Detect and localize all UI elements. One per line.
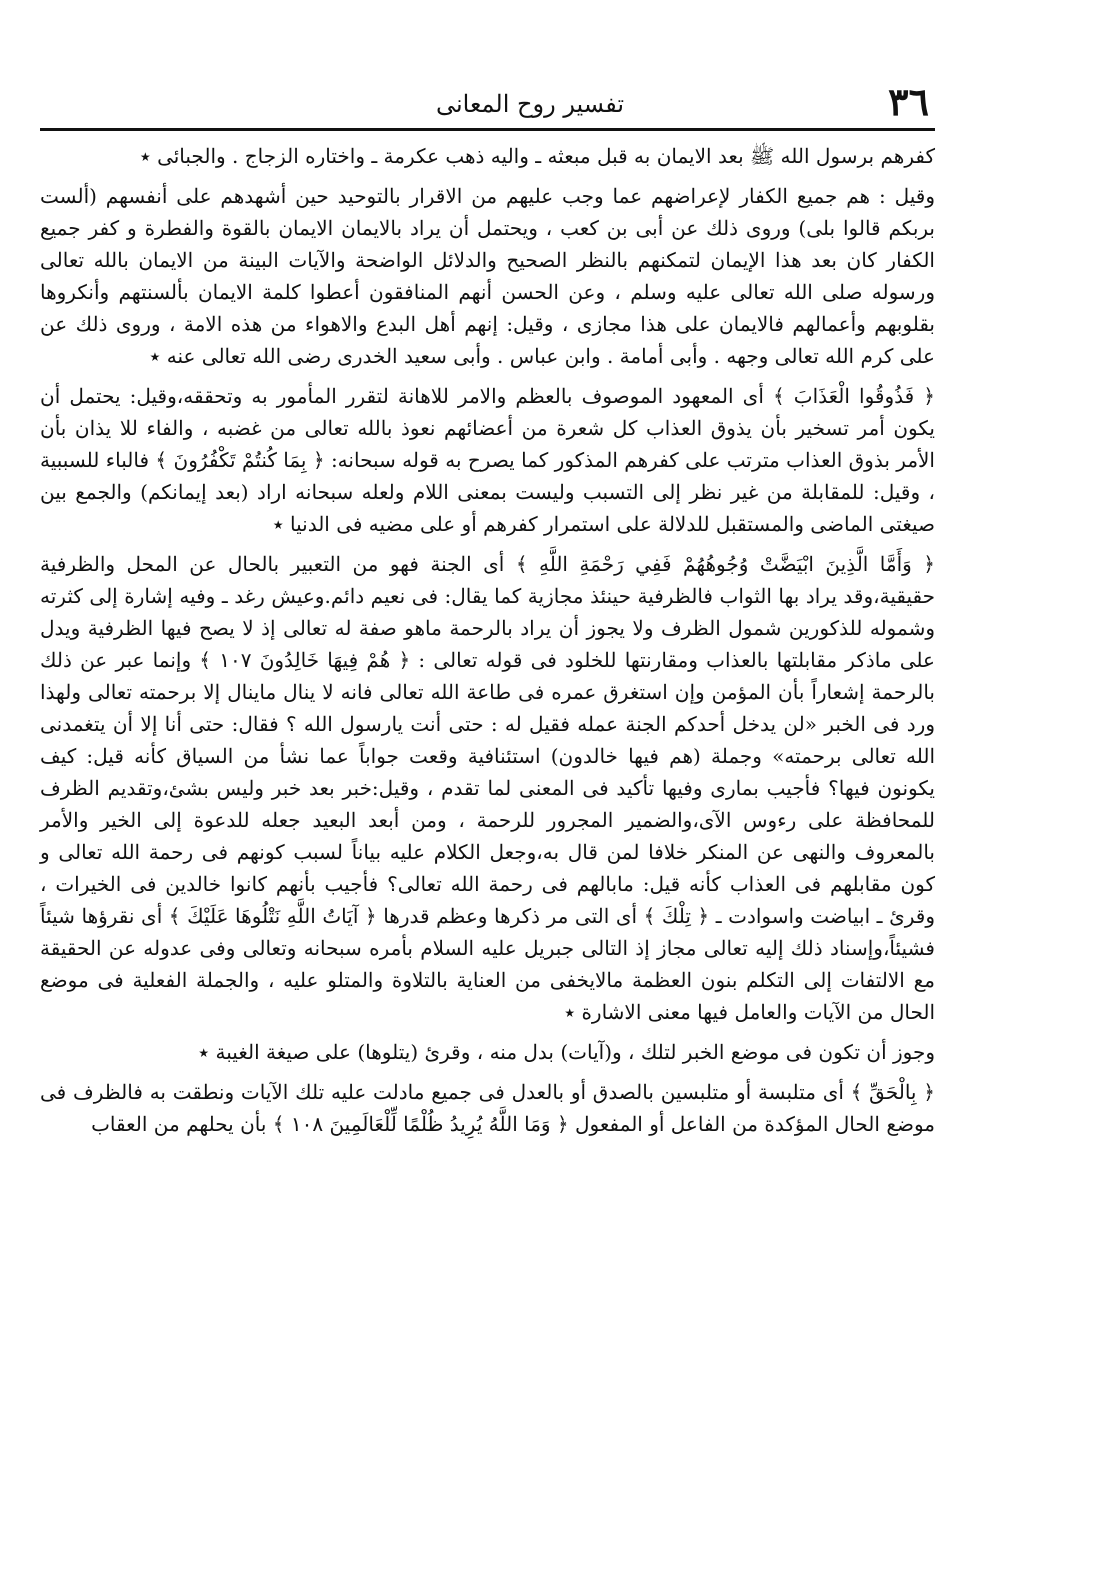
header-rule bbox=[40, 128, 935, 131]
body-text bbox=[40, 140, 935, 1148]
page-header bbox=[40, 80, 935, 128]
page-number: ٣٦ bbox=[888, 79, 929, 124]
paragraph: ﴿ بِالْحَقِّ ﴾ أى متلبسة أو متلبسين بالصدق أو بالعدل فى جميع مادلت عليه تلك الآيات ونطقت به فالظرف فى موضع الحال المؤكدة من الفاعل أو المفعول ﴿ وَمَا اللَّهُ يُرِيدُ ظُلْمًا لِّلْعَالَمِينَ ١٠٨ ﴾ بأن يحلهم من العقاب bbox=[40, 1080, 935, 1136]
paragraph: وجوز أن تكون فى موضع الخبر لتلك ، و(آيات) بدل منه ، وقرئ (يتلوها) على صيغة الغيبة ٭ bbox=[198, 1040, 935, 1064]
running-title: تفسير روح المعانى bbox=[435, 90, 625, 118]
paragraph: ﴿ فَذُوقُوا الْعَذَابَ ﴾ أى المعهود الموصوف بالعظم والامر للاهانة لتقرر المأمور به وتحققه،وقيل: يحتمل أن يكون أمر تسخير بأن يذوق العذاب كل شعرة من أعضائهم نعوذ بالله تعالى من غضبه ، والفاء للا يذان بأن الأمر بذوق العذاب مترتب على كفرهم المذكور كما يصرح به قوله سبحانه: ﴿ بِمَا كُنتُمْ تَكْفُرُونَ ﴾ فالباء للسببية ، وقيل: للمقابلة من غير نظر إلى التسبب وليست بمعنى اللام ولعله سبحانه اراد (بعد إيمانكم) والجمع بين صيغتى الماضى والمستقبل للدلالة على استمرار كفرهم أو على مضيه فى الدنيا ٭ bbox=[40, 384, 935, 536]
paragraph: وقيل : هم جميع الكفار لإعراضهم عما وجب عليهم من الاقرار بالتوحيد حين أشهدهم على أنفسهم (ألست بربكم قالوا بلى) وروى ذلك عن أبى بن كعب ، ويحتمل أن يراد بالايمان الايمان بالقوة والفطرة و كفر جميع الكفار كان بعد هذا الإيمان لتمكنهم بالنظر الصحيح والدلائل الواضحة والآيات البينة من الايمان بالله تعالى ورسوله صلى الله تعالى عليه وسلم ، وعن الحسن أنهم المنافقون أعطوا كلمة الايمان بألسنتهم وأنكروها بقلوبهم وأعمالهم فالايمان على هذا مجازى ، وقيل: إنهم أهل البدع والاهواء من هذه الامة ، وروى ذلك عن على كرم الله تعالى وجهه . وأبى أمامة . وابن عباس . وأبى سعيد الخدرى رضى الله تعالى عنه ٭ bbox=[40, 184, 935, 368]
paragraph: ﴿ وَأَمَّا الَّذِينَ ابْيَضَّتْ وُجُوهُهُمْ فَفِي رَحْمَةِ اللَّهِ ﴾ أى الجنة فهو من التعبير بالحال عن المحل والظرفية حقيقية،وقد يراد بها الثواب فالظرفية حينئذ مجازية كما يقال: فى نعيم دائم.وعيش رغد ـ وفيه إشارة إلى كثرته وشموله للذكورين شمول الظرف ولا يجوز أن يراد بالرحمة ماهو صفة له تعالى إذ لا يصح فيها الظرفية ويدل على ماذكر مقابلتها بالعذاب ومقارنتها للخلود فى قوله تعالى : ﴿ هُمْ فِيهَا خَالِدُونَ ١٠٧ ﴾ وإنما عبر عن ذلك بالرحمة إشعاراً بأن المؤمن وإن استغرق عمره فى طاعة الله تعالى فانه لا ينال ماينال إلا برحمته تعالى ولهذا ورد فى الخبر «لن يدخل أحدكم الجنة عمله فقيل له : حتى أنت يارسول الله ؟ فقال: حتى أنا إلا أن يتغمدنى الله تعالى برحمته» وجملة (هم فيها خالدون) استئنافية وقعت جواباً عما نشأ من السياق كأنه قيل: كيف يكونون فيها؟ فأجيب بمارى وفيها تأكيد فى المعنى لما تقدم ، وقيل:خبر بعد خبر وليس بشئ،وتقديم الظرف للمحافظة على رءوس الآى،والضمير المجرور للرحمة ، ومن أبعد البعيد جعله للدعوة إلى الخير والأمر بالمعروف والنهى عن المنكر خلافا لمن قال به،وجعل الكلام عليه بياناً لسبب كونهم فى رحمة الله تعالى و كون مقابلهم فى العذاب كأنه قيل: مابالهم فى رحمة الله تعالى؟ فأجيب بأنهم كانوا خالدين فى الخيرات ، وقرئ ـ ابياضت واسوادت ـ ﴿ تِلْكَ ﴾ أى التى مر ذكرها وعظم قدرها ﴿ آيَاتُ اللَّهِ نَتْلُوهَا عَلَيْكَ ﴾ أى نقرؤها شيئاً فشيئاً،وإسناد ذلك إليه تعالى مجاز إذ التالى جبريل عليه السلام بأمره سبحانه وتعالى وفى عدوله عن الحقيقة مع الالتفات إلى التكلم بنون العظمة مالايخفى من العناية بالتلاوة والمتلو عليه ، والجملة الفعلية فى موضع الحال من الآيات والعامل فيها معنى الاشارة ٭ bbox=[40, 552, 936, 1024]
paragraph: كفرهم برسول الله ﷺ بعد الايمان به قبل مبعثه ـ واليه ذهب عكرمة ـ واختاره الزجاج . والجبائى ٭ bbox=[139, 144, 935, 168]
